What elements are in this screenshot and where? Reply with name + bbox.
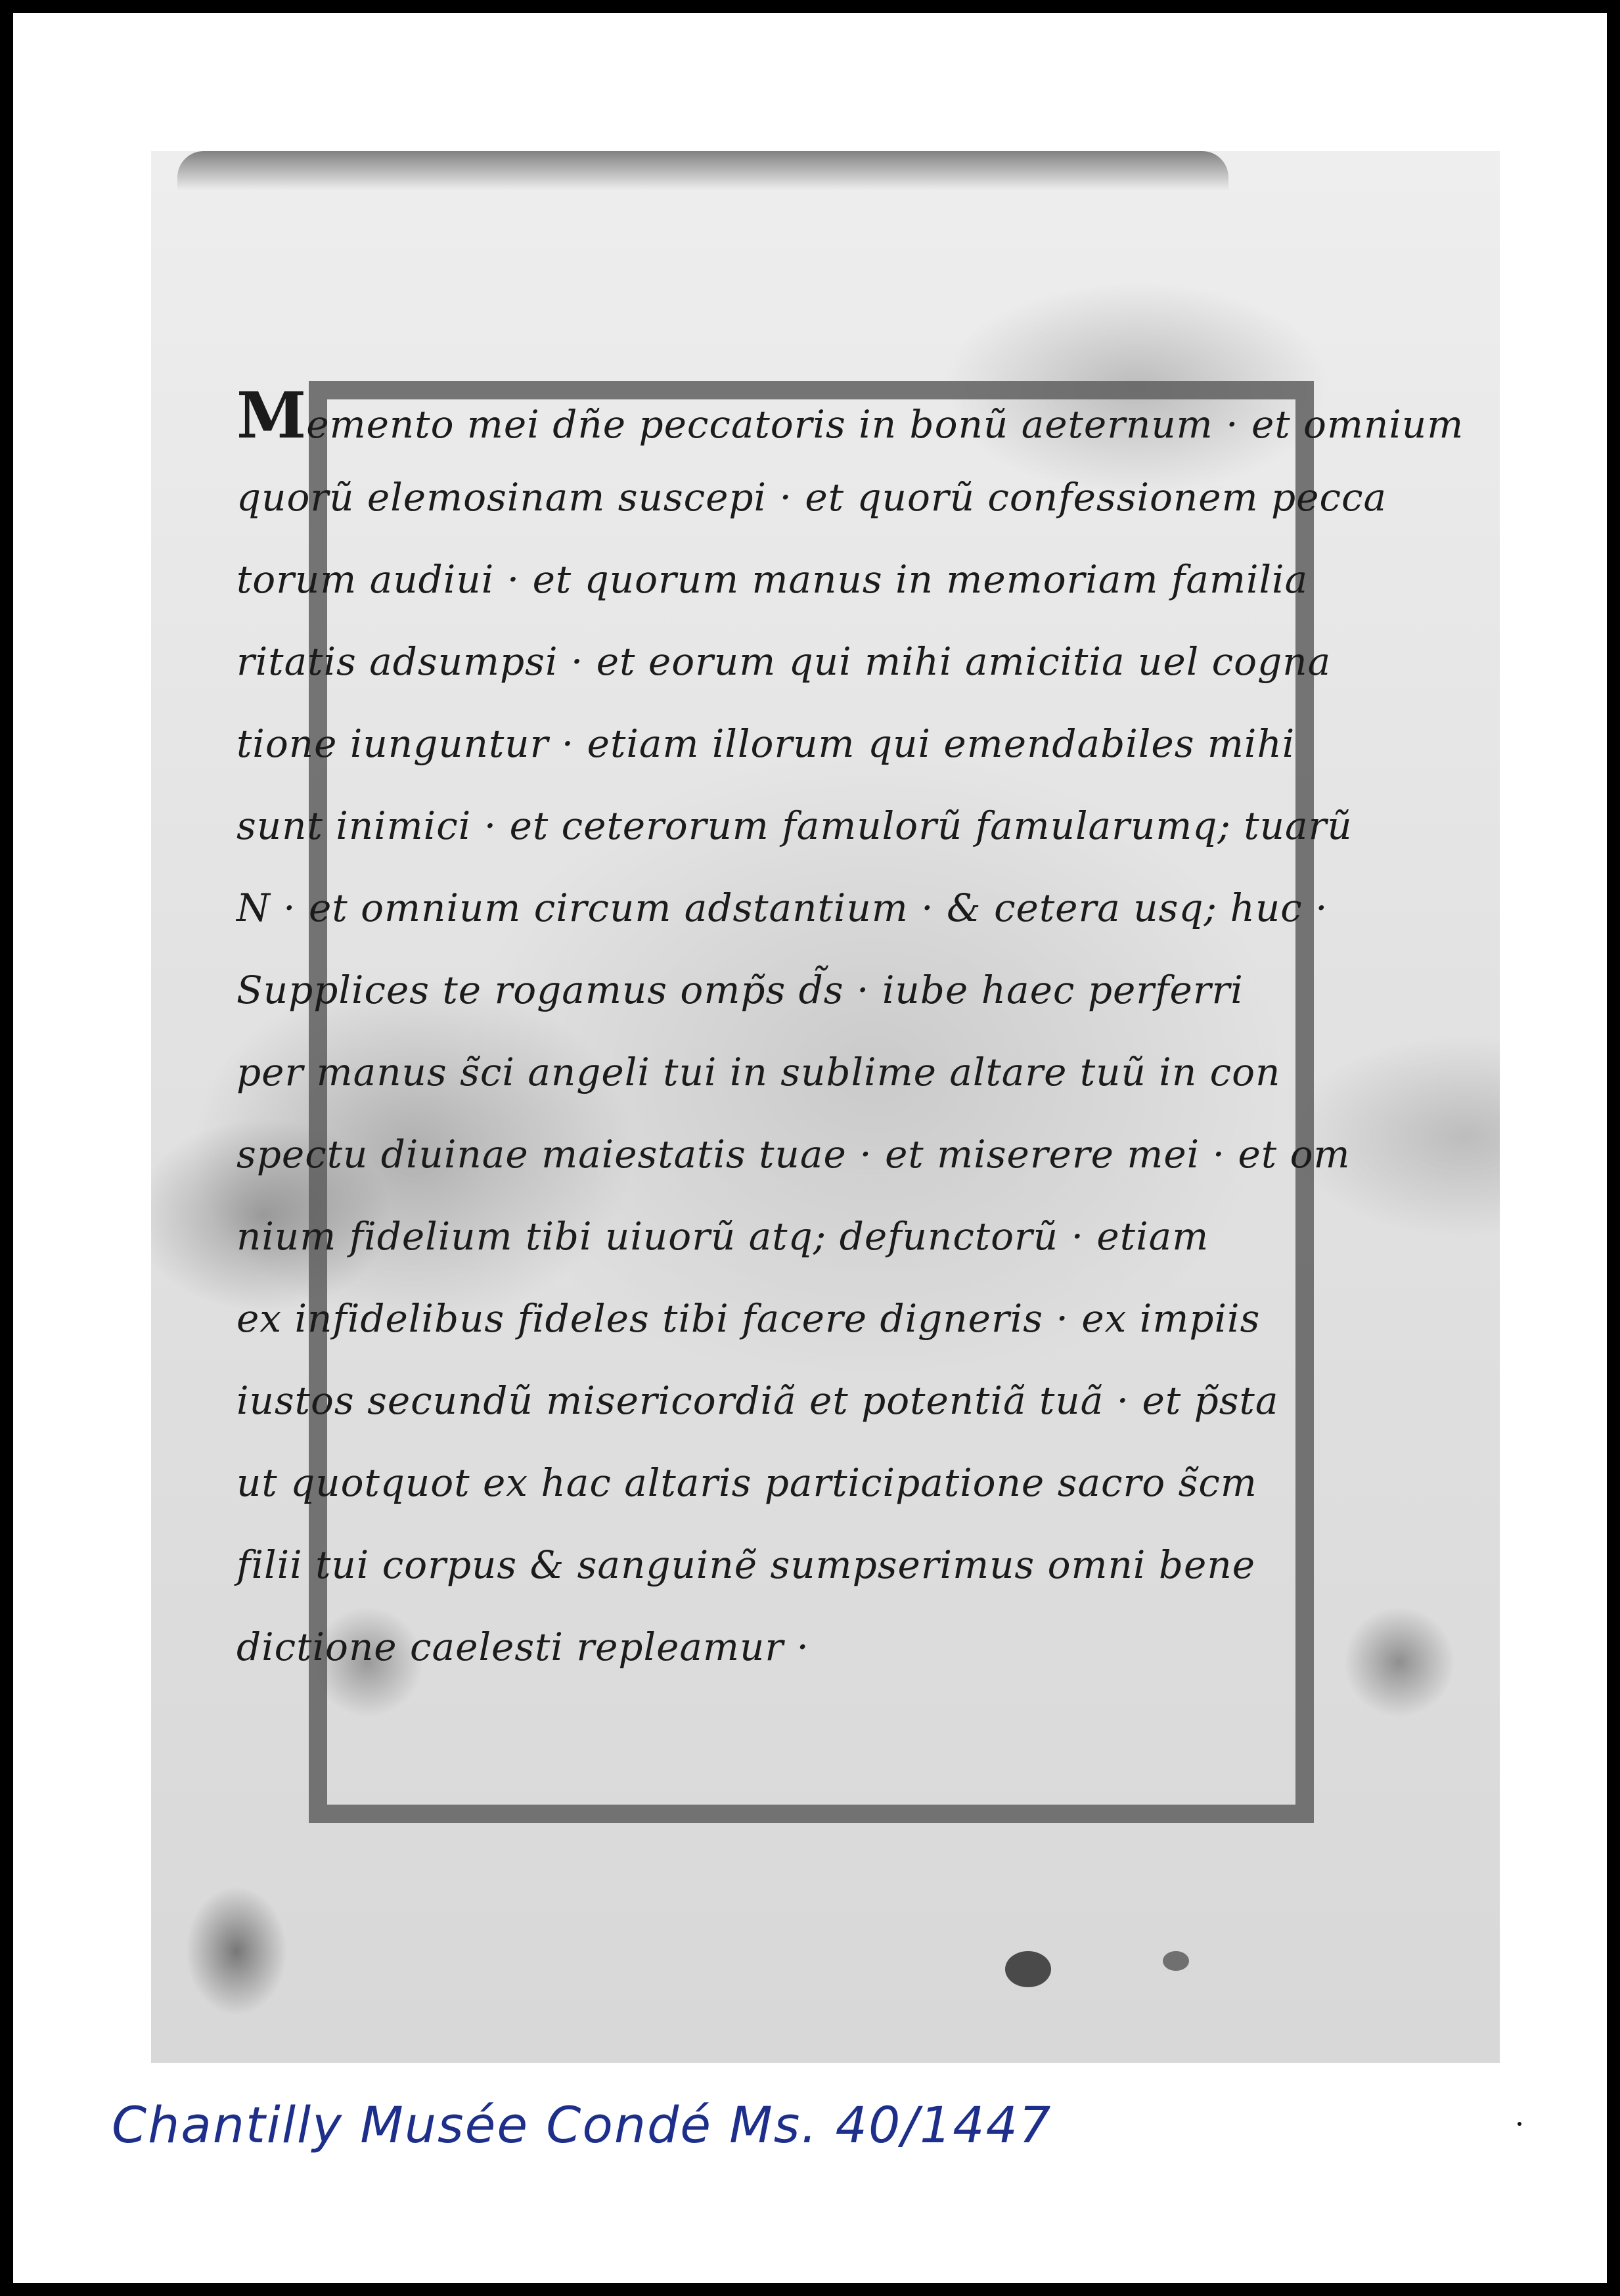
photo-edge-shadow: [177, 151, 1228, 191]
manuscript-line: [236, 374, 1464, 457]
manuscript-line: nium fidelium tibi uiuorũ atq; defunctorũ · etiam: [236, 1214, 1209, 1259]
decorated-initial: M: [236, 378, 307, 453]
manuscript-line: ex infidelibus fideles tibi facere digneris · ex impiis: [236, 1296, 1261, 1341]
handwritten-shelfmark: Chantilly Musée Condé Ms. 40/1447: [112, 2096, 1052, 2154]
ink-blot: [1163, 1951, 1189, 1971]
manuscript-line: Supplices te rogamus omp̃s d̃s · iube haec perferri: [236, 968, 1244, 1012]
manuscript-line: iustos secundũ misericordiã et potentiã tuã · et p̃sta: [236, 1378, 1279, 1423]
ink-blot: [1005, 1951, 1051, 1987]
manuscript-photograph: [151, 151, 1500, 2063]
manuscript-line: per manus s̃ci angeli tui in sublime altare tuũ in con: [236, 1050, 1281, 1094]
manuscript-line: sunt inimici · et ceterorum famulorũ famularumq; tuarũ: [236, 803, 1353, 848]
manuscript-line: quorũ elemosinam suscepi · et quorũ confessionem pecca: [236, 475, 1387, 520]
manuscript-line: spectu diuinae maiestatis tuae · et miserere mei · et om: [236, 1132, 1351, 1177]
manuscript-text: [236, 374, 1464, 1688]
manuscript-line: dictione caelesti repleamur ·: [236, 1625, 809, 1669]
manuscript-line: filii tui corpus & sanguinẽ sumpserimus omni bene: [236, 1542, 1256, 1587]
manuscript-line: torum audiui · et quorum manus in memoriam familia: [236, 557, 1309, 602]
manuscript-line: ritatis adsumpsi · et eorum qui mihi amicitia uel cogna: [236, 639, 1332, 684]
line-text-rest: emento mei dñe peccatoris in bonũ aeternum · et omnium: [306, 402, 1464, 447]
manuscript-line: N · et omnium circum adstantium · & cetera usq; huc ·: [236, 886, 1328, 930]
manuscript-line: tione iunguntur · etiam illorum qui emendabiles mihi: [236, 721, 1295, 766]
speck: [1518, 2122, 1521, 2126]
manuscript-line: ut quotquot ex hac altaris participatione sacro s̃cm: [236, 1460, 1257, 1505]
